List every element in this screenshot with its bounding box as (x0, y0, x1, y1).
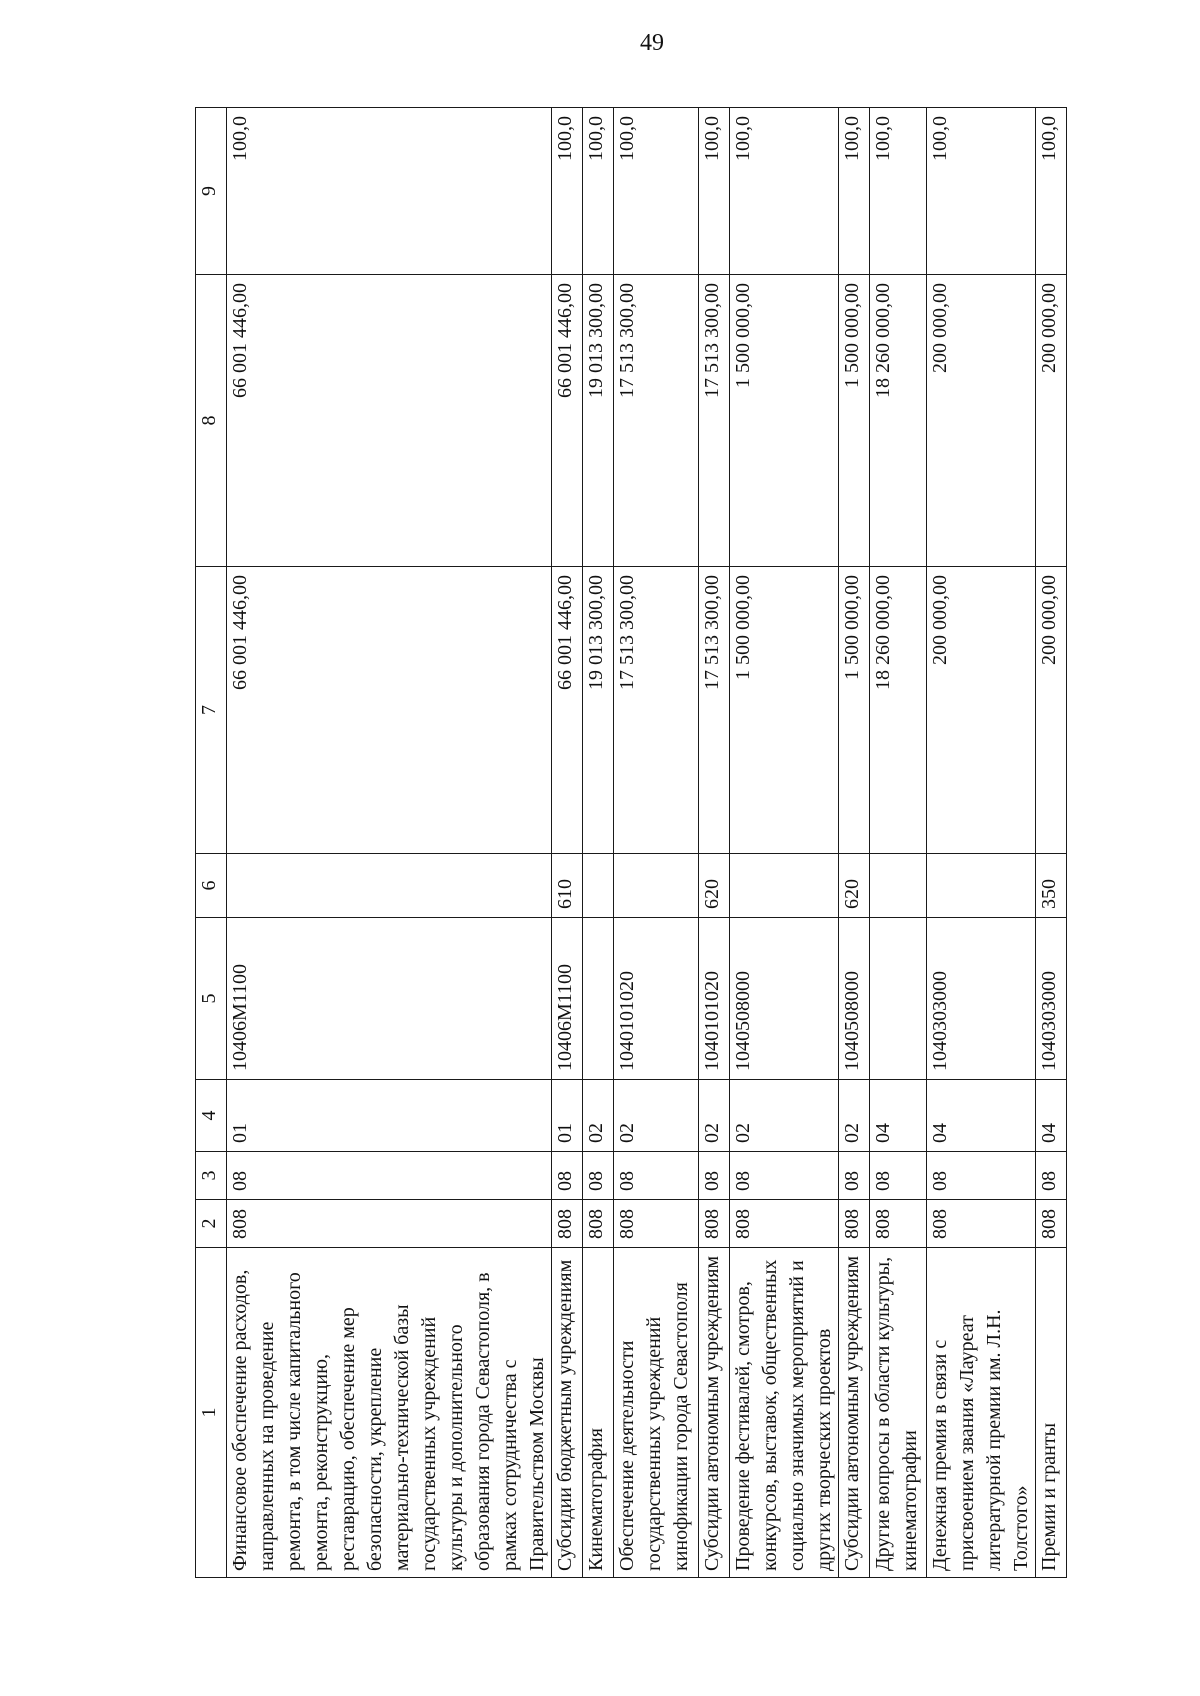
cell-col3: 08 (1036, 1152, 1067, 1200)
row-name: Субсидии автономным учреждениям (699, 1248, 730, 1578)
cell-col2: 808 (730, 1200, 839, 1248)
cell-col7: 19 013 300,00 (583, 567, 614, 854)
table-row (614, 108, 699, 1578)
cell-col6 (730, 854, 839, 918)
cell-col7: 1 500 000,00 (730, 567, 839, 854)
cell-col7: 66 001 446,00 (552, 567, 583, 854)
table-row (839, 108, 870, 1578)
cell-col4: 02 (699, 1080, 730, 1152)
cell-col5: 1040508000 (839, 918, 870, 1080)
row-name: Субсидии автономным учреждениям (839, 1248, 870, 1578)
cell-col8: 17 513 300,00 (699, 275, 730, 567)
cell-col6: 620 (839, 854, 870, 918)
cell-col5: 10406М1100 (552, 918, 583, 1080)
header-cell: 3 (196, 1152, 227, 1200)
row-name: Денежная премия в связи с присвоением звания «Лауреат литературной премии им. Л.Н. Толстого» (927, 1248, 1036, 1578)
cell-col3: 08 (870, 1152, 927, 1200)
cell-col5: 10406М1100 (227, 918, 552, 1080)
table-row (730, 108, 839, 1578)
cell-col8: 66 001 446,00 (552, 275, 583, 567)
cell-col3: 08 (927, 1152, 1036, 1200)
cell-col7: 200 000,00 (927, 567, 1036, 854)
cell-col9: 100,0 (227, 108, 552, 275)
table-row (583, 108, 614, 1578)
cell-col6 (227, 854, 552, 918)
cell-col8: 1 500 000,00 (839, 275, 870, 567)
table-header-row (196, 108, 227, 1578)
cell-col9: 100,0 (614, 108, 699, 275)
cell-col7: 1 500 000,00 (839, 567, 870, 854)
cell-col5: 1040508000 (730, 918, 839, 1080)
cell-col7: 17 513 300,00 (614, 567, 699, 854)
cell-col9: 100,0 (870, 108, 927, 275)
cell-col4: 01 (552, 1080, 583, 1152)
cell-col5 (870, 918, 927, 1080)
row-name: Субсидии бюджетным учреждениям (552, 1248, 583, 1578)
cell-col5: 1040101020 (614, 918, 699, 1080)
budget-table (195, 107, 1067, 1578)
cell-col9: 100,0 (552, 108, 583, 275)
cell-col6 (614, 854, 699, 918)
cell-col9: 100,0 (730, 108, 839, 275)
cell-col2: 808 (927, 1200, 1036, 1248)
cell-col8: 18 260 000,00 (870, 275, 927, 567)
cell-col9: 100,0 (1036, 108, 1067, 275)
header-cell: 7 (196, 567, 227, 854)
header-cell: 8 (196, 275, 227, 567)
cell-col5: 1040101020 (699, 918, 730, 1080)
cell-col3: 08 (699, 1152, 730, 1200)
cell-col2: 808 (552, 1200, 583, 1248)
cell-col4: 04 (927, 1080, 1036, 1152)
header-cell: 6 (196, 854, 227, 918)
cell-col7: 18 260 000,00 (870, 567, 927, 854)
cell-col2: 808 (614, 1200, 699, 1248)
table-row (227, 108, 552, 1578)
cell-col6 (583, 854, 614, 918)
cell-col4: 04 (1036, 1080, 1067, 1152)
table-row (699, 108, 730, 1578)
cell-col3: 08 (730, 1152, 839, 1200)
header-cell: 2 (196, 1200, 227, 1248)
cell-col2: 808 (699, 1200, 730, 1248)
cell-col6: 610 (552, 854, 583, 918)
header-cell: 9 (196, 108, 227, 275)
header-cell: 5 (196, 918, 227, 1080)
cell-col2: 808 (870, 1200, 927, 1248)
cell-col3: 08 (227, 1152, 552, 1200)
table-row (1036, 108, 1067, 1578)
cell-col5 (583, 918, 614, 1080)
cell-col6 (927, 854, 1036, 918)
table-row (552, 108, 583, 1578)
cell-col4: 02 (839, 1080, 870, 1152)
cell-col8: 200 000,00 (927, 275, 1036, 567)
cell-col2: 808 (1036, 1200, 1067, 1248)
cell-col3: 08 (552, 1152, 583, 1200)
cell-col6: 620 (699, 854, 730, 918)
cell-col2: 808 (583, 1200, 614, 1248)
table-row (870, 108, 927, 1578)
row-name: Другие вопросы в области культуры, кинематографии (870, 1248, 927, 1578)
cell-col6 (870, 854, 927, 918)
row-name: Премии и гранты (1036, 1248, 1067, 1578)
cell-col4: 01 (227, 1080, 552, 1152)
cell-col9: 100,0 (839, 108, 870, 275)
page-number: 49 (640, 30, 664, 56)
table-row (927, 108, 1036, 1578)
header-cell: 4 (196, 1080, 227, 1152)
cell-col8: 1 500 000,00 (730, 275, 839, 567)
cell-col8: 200 000,00 (1036, 275, 1067, 567)
cell-col3: 08 (583, 1152, 614, 1200)
header-cell: 1 (196, 1248, 227, 1578)
cell-col6: 350 (1036, 854, 1067, 918)
cell-col7: 200 000,00 (1036, 567, 1067, 854)
row-name: Обеспечение деятельности государственных учреждений кинофикации города Севастополя (614, 1248, 699, 1578)
cell-col7: 66 001 446,00 (227, 567, 552, 854)
cell-col8: 19 013 300,00 (583, 275, 614, 567)
cell-col4: 04 (870, 1080, 927, 1152)
row-name: Проведение фестивалей, смотров, конкурсов, выставок, общественных социально значимых мероприятий и других творческих проектов (730, 1248, 839, 1578)
row-name: Кинематография (583, 1248, 614, 1578)
cell-col3: 08 (839, 1152, 870, 1200)
cell-col9: 100,0 (927, 108, 1036, 275)
cell-col7: 17 513 300,00 (699, 567, 730, 854)
cell-col9: 100,0 (583, 108, 614, 275)
cell-col3: 08 (614, 1152, 699, 1200)
cell-col8: 17 513 300,00 (614, 275, 699, 567)
cell-col4: 02 (583, 1080, 614, 1152)
cell-col8: 66 001 446,00 (227, 275, 552, 567)
cell-col9: 100,0 (699, 108, 730, 275)
cell-col2: 808 (227, 1200, 552, 1248)
cell-col4: 02 (614, 1080, 699, 1152)
cell-col2: 808 (839, 1200, 870, 1248)
cell-col5: 1040303000 (1036, 918, 1067, 1080)
row-name: Финансовое обеспечение расходов, направленных на проведение ремонта, в том числе капитального ремонта, реконструкцию, реставрацию, обеспечение мер безопасности, укрепление материально-технической базы государственных учреждений культуры и дополнительного образования города Севастополя, в рамках сотрудничества с Правительством Москвы (227, 1248, 552, 1578)
cell-col5: 1040303000 (927, 918, 1036, 1080)
rotated-table-frame (195, 108, 1060, 1578)
cell-col4: 02 (730, 1080, 839, 1152)
